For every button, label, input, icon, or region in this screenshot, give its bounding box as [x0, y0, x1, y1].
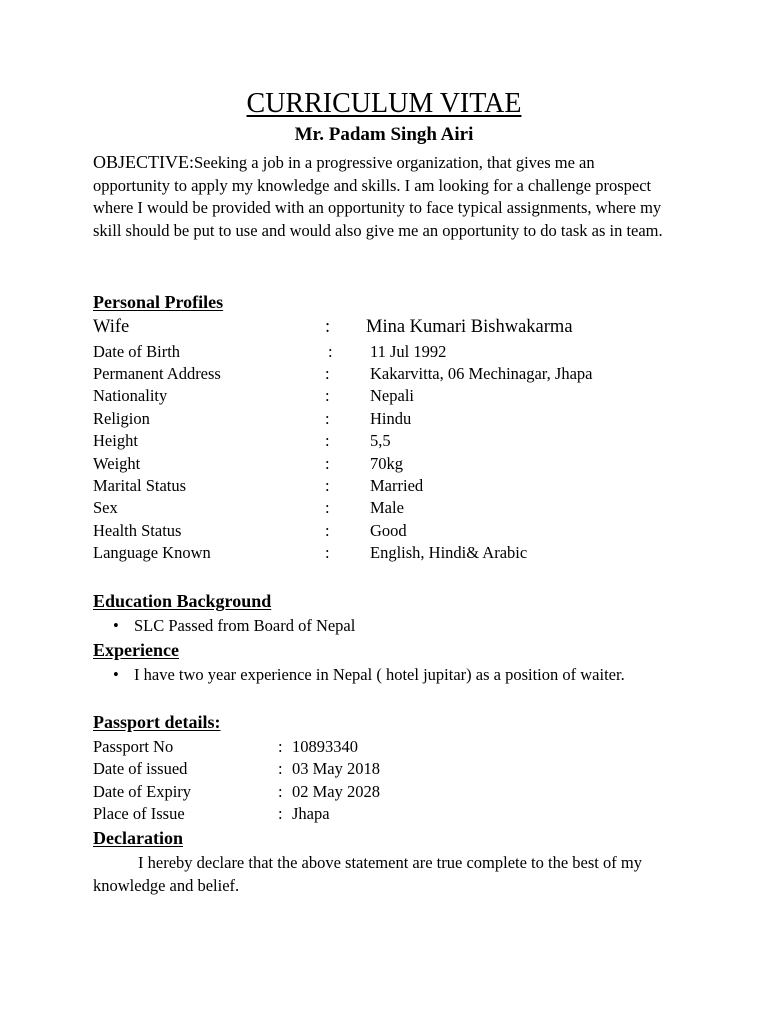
profile-colon: :	[325, 521, 330, 540]
profile-colon: :	[325, 454, 330, 473]
profile-colon: :	[325, 364, 330, 383]
education-item-text: SLC Passed from Board of Nepal	[134, 616, 356, 635]
profile-value: Married	[370, 476, 424, 495]
profile-colon: :	[328, 342, 333, 361]
profile-value: Hindu	[370, 409, 412, 428]
profile-label: Date of Birth	[93, 342, 181, 361]
passport-value: 10893340	[292, 737, 358, 756]
profile-label: Language Known	[93, 543, 211, 562]
objective-text: Seeking a job in a progressive organization, that gives me an opportunity to apply my knowledge and skills. I am looking for a challenge prospect where I would be provided with an opportunity to face typical assignments, where my skill should be put to use and would also give me an opportunity to do task as in team.	[93, 153, 663, 240]
passport-label: Date of Expiry	[93, 782, 192, 801]
passport-colon: :	[278, 737, 283, 756]
passport-colon: :	[278, 782, 283, 801]
passport-label: Passport No	[93, 737, 174, 756]
profile-colon: :	[325, 431, 330, 450]
profile-label: Sex	[93, 498, 118, 517]
personal-profiles-heading: Personal Profiles	[93, 292, 224, 312]
profile-value: 70kg	[370, 454, 403, 473]
profile-label: Permanent Address	[93, 364, 221, 383]
profile-label: Weight	[93, 454, 141, 473]
objective-label: OBJECTIVE:	[93, 152, 194, 172]
education-heading: Education Background	[93, 591, 272, 611]
bullet-icon: •	[113, 616, 119, 635]
profile-value: 5,5	[370, 431, 391, 450]
profile-colon: :	[325, 543, 330, 562]
profile-value: Mina Kumari Bishwakarma	[366, 317, 573, 337]
profile-colon: :	[325, 317, 331, 337]
profile-colon: :	[325, 476, 330, 495]
profile-label: Health Status	[93, 521, 182, 540]
profile-value: Male	[370, 498, 404, 517]
profile-label: Marital Status	[93, 476, 187, 495]
profile-value: 11 Jul 1992	[370, 342, 447, 361]
profile-colon: :	[325, 386, 330, 405]
passport-heading: Passport details:	[93, 712, 221, 732]
passport-value: 03 May 2018	[292, 759, 380, 778]
profile-value: Nepali	[370, 386, 414, 405]
declaration-heading: Declaration	[93, 828, 183, 848]
profile-label: Wife	[93, 317, 130, 337]
profile-label: Nationality	[93, 386, 168, 405]
objective-paragraph	[93, 151, 673, 242]
profile-value: English, Hindi& Arabic	[370, 543, 528, 562]
profile-value: Kakarvitta, 06 Mechinagar, Jhapa	[370, 364, 593, 383]
profile-colon: :	[325, 498, 330, 517]
profile-label: Height	[93, 431, 138, 450]
profile-colon: :	[325, 409, 330, 428]
passport-value: Jhapa	[292, 804, 330, 823]
experience-heading: Experience	[93, 640, 179, 660]
bullet-icon: •	[113, 665, 119, 684]
applicant-name: Mr. Padam Singh Airi	[294, 124, 474, 145]
passport-value: 02 May 2028	[292, 782, 380, 801]
experience-item-text: I have two year experience in Nepal ( hotel jupitar) as a position of waiter.	[134, 665, 625, 684]
passport-colon: :	[278, 804, 283, 823]
passport-label: Place of Issue	[93, 804, 185, 823]
passport-label: Date of issued	[93, 759, 188, 778]
profile-label: Religion	[93, 409, 150, 428]
passport-colon: :	[278, 759, 283, 778]
profile-value: Good	[370, 521, 407, 540]
declaration-text: I hereby declare that the above statement are true complete to the best of my knowledge and belief.	[93, 853, 642, 895]
document-title: CURRICULUM VITAE	[246, 88, 522, 119]
